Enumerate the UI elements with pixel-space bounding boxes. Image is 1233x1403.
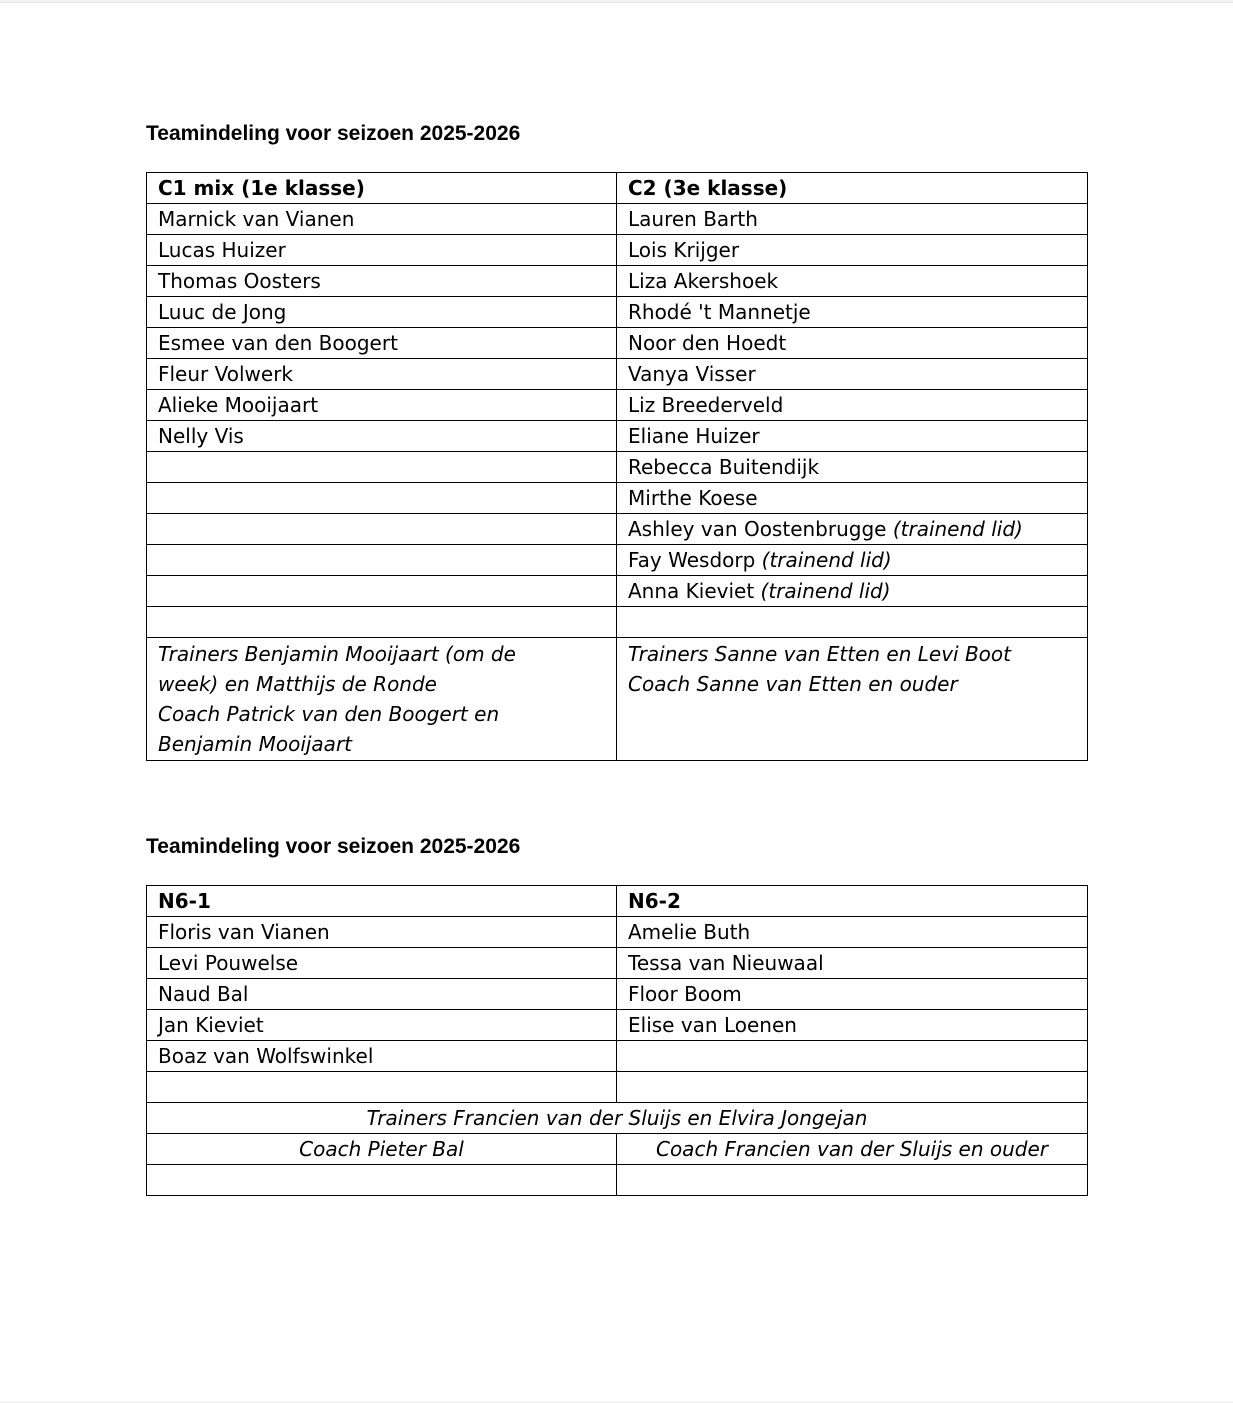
table-row xyxy=(147,421,1088,452)
table-row xyxy=(147,917,1088,948)
table-row xyxy=(147,452,1088,483)
player-cell xyxy=(617,545,1088,576)
player-cell: Elise van Loenen xyxy=(617,1010,1088,1041)
coach-cell-n6-2: Coach Francien van der Sluijs en ouder xyxy=(617,1134,1088,1165)
staff-line: Coach Sanne van Etten en ouder xyxy=(628,672,958,696)
team-header-n6-2: N6-2 xyxy=(617,886,1088,917)
empty-cell xyxy=(147,1165,617,1196)
table-row xyxy=(147,1041,1088,1072)
staff-cell-c1 xyxy=(147,638,617,761)
trainend-note: (trainend lid) xyxy=(761,548,892,572)
trainers-cell: Trainers Francien van der Sluijs en Elvira Jongejan xyxy=(147,1103,1088,1134)
table-row xyxy=(147,390,1088,421)
team-table-n6 xyxy=(146,885,1088,1196)
player-cell: Vanya Visser xyxy=(617,359,1088,390)
player-cell: Thomas Oosters xyxy=(147,266,617,297)
player-cell: Naud Bal xyxy=(147,979,617,1010)
staff-line: Trainers Sanne van Etten en Levi Boot xyxy=(628,642,1011,666)
table-row-empty xyxy=(147,1072,1088,1103)
table-row xyxy=(147,979,1088,1010)
player-cell: Floris van Vianen xyxy=(147,917,617,948)
team-table-c xyxy=(146,172,1088,761)
trainend-note: (trainend lid) xyxy=(892,517,1023,541)
empty-cell xyxy=(147,452,617,483)
player-name: Anna Kieviet xyxy=(628,579,755,603)
table-row xyxy=(147,576,1088,607)
player-cell: Rebecca Buitendijk xyxy=(617,452,1088,483)
staff-line: week) en Matthijs de Ronde xyxy=(158,672,437,696)
player-cell: Lauren Barth xyxy=(617,204,1088,235)
empty-cell xyxy=(147,514,617,545)
empty-cell xyxy=(617,1165,1088,1196)
section-1-title: Teamindeling voor seizoen 2025-2026 xyxy=(146,122,521,145)
empty-cell xyxy=(147,483,617,514)
empty-cell xyxy=(617,1072,1088,1103)
player-cell: Boaz van Wolfswinkel xyxy=(147,1041,617,1072)
staff-line: Benjamin Mooijaart xyxy=(158,732,353,756)
player-cell xyxy=(617,576,1088,607)
table-row xyxy=(147,328,1088,359)
player-cell: Liza Akershoek xyxy=(617,266,1088,297)
section-2-title: Teamindeling voor seizoen 2025-2026 xyxy=(146,835,521,858)
player-cell: Marnick van Vianen xyxy=(147,204,617,235)
player-cell: Eliane Huizer xyxy=(617,421,1088,452)
table-row xyxy=(147,514,1088,545)
table-row-empty xyxy=(147,1165,1088,1196)
empty-cell xyxy=(617,607,1088,638)
player-cell: Floor Boom xyxy=(617,979,1088,1010)
player-cell: Levi Pouwelse xyxy=(147,948,617,979)
player-cell: Mirthe Koese xyxy=(617,483,1088,514)
staff-row xyxy=(147,638,1088,761)
player-cell: Lucas Huizer xyxy=(147,235,617,266)
table-row xyxy=(147,359,1088,390)
table-row xyxy=(147,235,1088,266)
player-cell: Fleur Volwerk xyxy=(147,359,617,390)
table-row xyxy=(147,297,1088,328)
team-header-n6-1: N6-1 xyxy=(147,886,617,917)
player-cell xyxy=(617,514,1088,545)
table-header-row xyxy=(147,886,1088,917)
team-header-c1: C1 mix (1e klasse) xyxy=(147,173,617,204)
empty-cell xyxy=(147,576,617,607)
staff-line: Coach Patrick van den Boogert en xyxy=(158,702,500,726)
player-cell: Tessa van Nieuwaal xyxy=(617,948,1088,979)
coach-cell-n6-1: Coach Pieter Bal xyxy=(147,1134,617,1165)
player-cell: Luuc de Jong xyxy=(147,297,617,328)
table-row xyxy=(147,266,1088,297)
empty-cell xyxy=(147,545,617,576)
table-row xyxy=(147,204,1088,235)
empty-cell xyxy=(617,1041,1088,1072)
player-cell: Nelly Vis xyxy=(147,421,617,452)
table-row-empty xyxy=(147,607,1088,638)
table-row xyxy=(147,948,1088,979)
document-page xyxy=(0,2,1233,1401)
staff-line: Trainers Benjamin Mooijaart (om de xyxy=(158,642,516,666)
empty-cell xyxy=(147,1072,617,1103)
player-name: Fay Wesdorp xyxy=(628,548,756,572)
player-cell: Esmee van den Boogert xyxy=(147,328,617,359)
empty-cell xyxy=(147,607,617,638)
player-cell: Alieke Mooijaart xyxy=(147,390,617,421)
trainend-note: (trainend lid) xyxy=(760,579,891,603)
table-row xyxy=(147,545,1088,576)
table-header-row xyxy=(147,173,1088,204)
table-row xyxy=(147,483,1088,514)
player-cell: Liz Breederveld xyxy=(617,390,1088,421)
player-cell: Rhodé 't Mannetje xyxy=(617,297,1088,328)
player-cell: Jan Kieviet xyxy=(147,1010,617,1041)
player-name: Ashley van Oostenbrugge xyxy=(628,517,887,541)
team-header-c2: C2 (3e klasse) xyxy=(617,173,1088,204)
player-cell: Noor den Hoedt xyxy=(617,328,1088,359)
staff-cell-c2 xyxy=(617,638,1088,761)
coach-row xyxy=(147,1134,1088,1165)
player-cell: Lois Krijger xyxy=(617,235,1088,266)
trainers-row xyxy=(147,1103,1088,1134)
table-row xyxy=(147,1010,1088,1041)
player-cell: Amelie Buth xyxy=(617,917,1088,948)
